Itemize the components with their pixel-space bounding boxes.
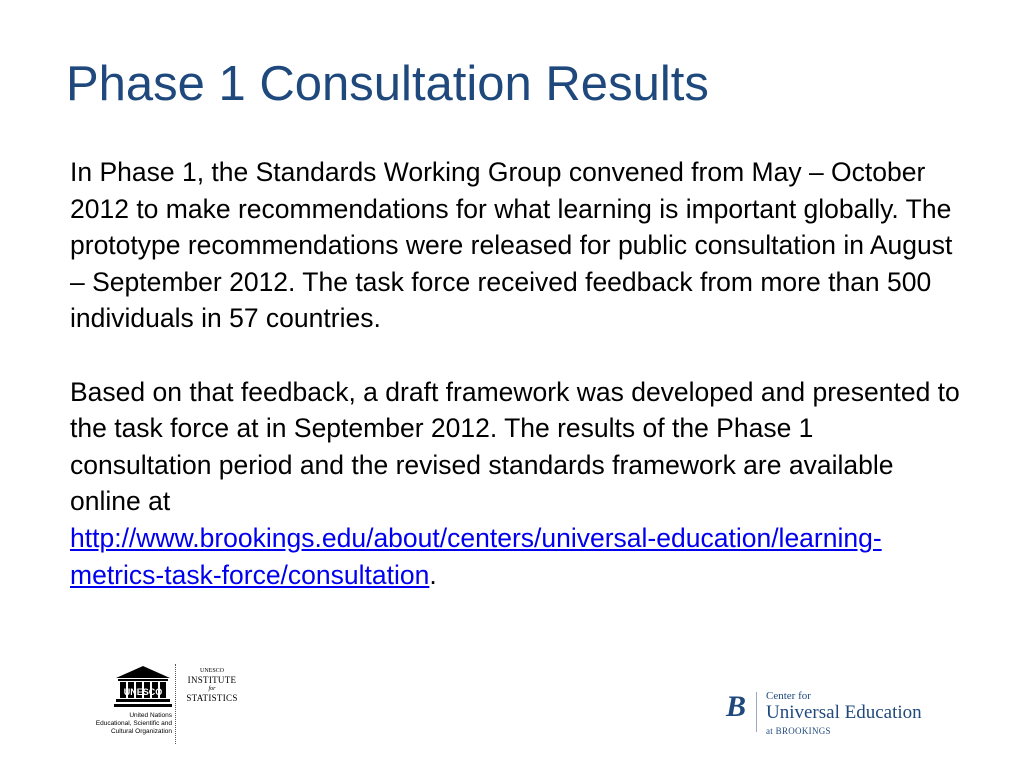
brookings-logo — [726, 690, 956, 740]
paragraph-feedback-end: . — [429, 559, 437, 590]
brookings-b-icon: B — [726, 690, 747, 723]
unesco-divider — [175, 664, 176, 744]
paragraph-feedback — [70, 374, 962, 594]
slide-body — [70, 154, 962, 593]
brookings-name: Universal Education — [766, 702, 922, 723]
uis-line2: INSTITUTE — [187, 675, 237, 685]
unesco-caption-line: United Nations — [129, 712, 172, 719]
paragraph-phase1: In Phase 1, the Standards Working Group convened from May – October 2012 to make recommendations for what learning is important globally. The prototype recommendations were released for public consultation in August – September 2012. The task force received feedback from more than 500 individuals in 57 countries. — [70, 157, 953, 334]
unesco-caption-line: Cultural Organization — [110, 728, 172, 735]
unesco-caption-line: Educational, Scientific and — [95, 720, 172, 727]
unesco-caption — [88, 712, 172, 736]
uis-line4: STATISTICS — [186, 693, 238, 703]
brookings-center-for: Center for — [766, 690, 811, 702]
paragraph-feedback-text: Based on that feedback, a draft framework was developed and presented to the task force at in September 2012. The results of the Phase 1 consultation period and the revised standards framework are available online at — [70, 376, 960, 517]
slide-title: Phase 1 Consultation Results — [66, 57, 709, 111]
brookings-at: at BROOKINGS — [766, 726, 831, 736]
uis-line3: for — [208, 686, 216, 692]
consultation-link[interactable]: http://www.brookings.edu/about/centers/universal-education/learning-metrics-task-force/consultation — [70, 522, 882, 590]
uis-line1: UNESCO — [199, 668, 224, 674]
unesco-temple-icon — [114, 664, 172, 710]
brookings-divider — [756, 692, 757, 732]
uis-logo — [182, 668, 242, 704]
unesco-logo — [88, 664, 278, 748]
unesco-wordmark: UNESCO — [123, 687, 163, 697]
